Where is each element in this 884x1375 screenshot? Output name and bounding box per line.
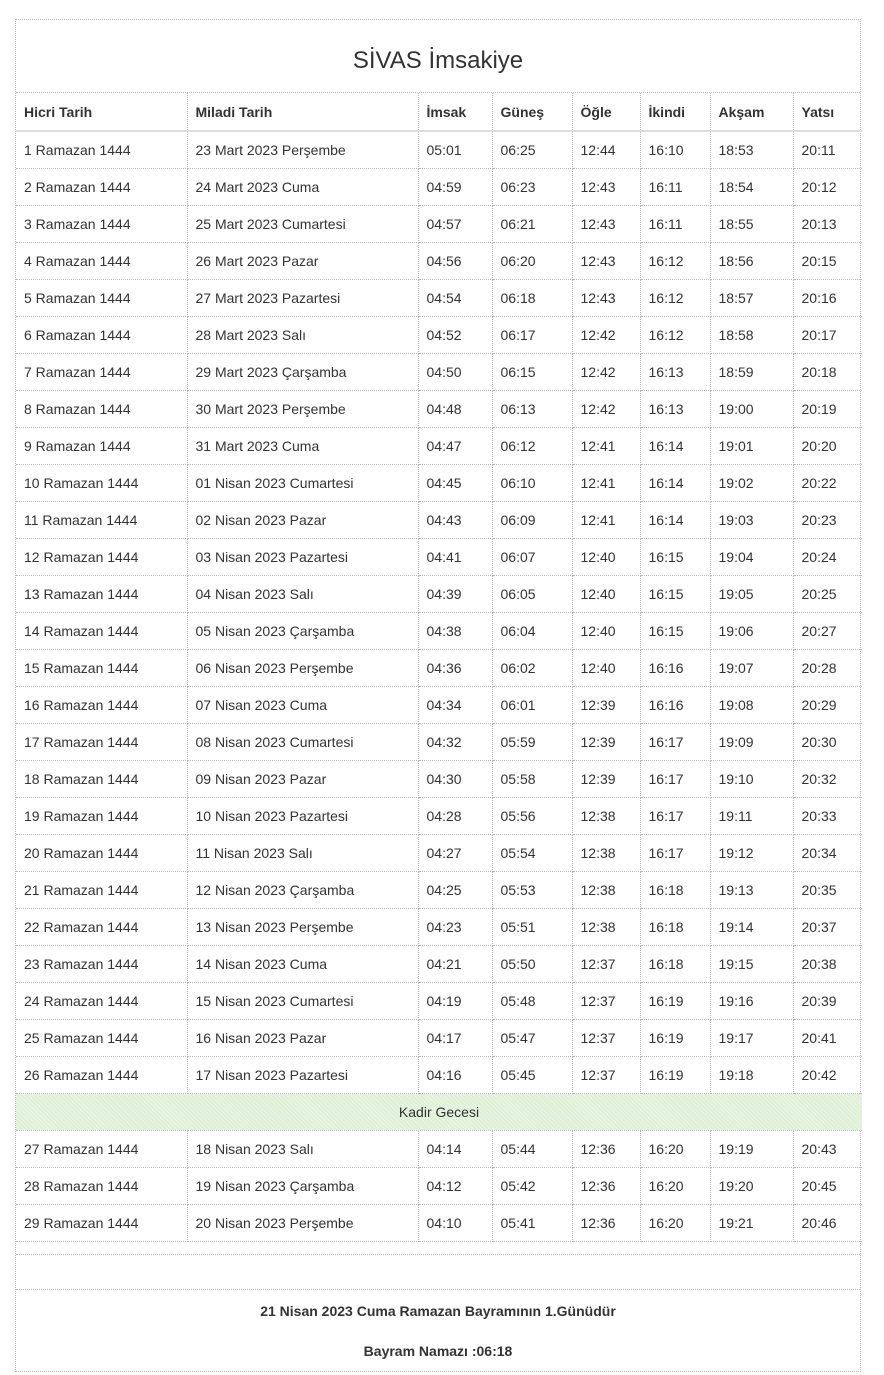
table-cell: 16:19 — [640, 983, 710, 1020]
table-cell: 03 Nisan 2023 Pazartesi — [187, 539, 418, 576]
table-cell: 16:20 — [640, 1131, 710, 1168]
table-cell: 16 Ramazan 1444 — [16, 687, 187, 724]
table-cell: 09 Nisan 2023 Pazar — [187, 761, 418, 798]
page-title: SİVAS İmsakiye — [16, 20, 860, 93]
table-cell: 2 Ramazan 1444 — [16, 169, 187, 206]
table-cell: 25 Ramazan 1444 — [16, 1020, 187, 1057]
table-cell: 08 Nisan 2023 Cumartesi — [187, 724, 418, 761]
table-row — [16, 983, 862, 1020]
column-header: Akşam — [710, 93, 793, 131]
table-cell: 28 Ramazan 1444 — [16, 1168, 187, 1205]
table-cell: 25 Mart 2023 Cumartesi — [187, 206, 418, 243]
table-cell: 20:19 — [793, 391, 862, 428]
table-cell: 04:27 — [418, 835, 492, 872]
table-cell: 20:15 — [793, 243, 862, 280]
table-cell: 20:35 — [793, 872, 862, 909]
table-cell: 04:50 — [418, 354, 492, 391]
table-cell: 16:17 — [640, 724, 710, 761]
table-cell: 12:38 — [572, 798, 640, 835]
table-cell: 16:17 — [640, 798, 710, 835]
table-row — [16, 391, 862, 428]
table-row — [16, 354, 862, 391]
table-cell: 29 Mart 2023 Çarşamba — [187, 354, 418, 391]
table-cell: 20:46 — [793, 1205, 862, 1242]
table-row — [16, 1131, 862, 1168]
table-cell: 20:34 — [793, 835, 862, 872]
table-cell: 18:56 — [710, 243, 793, 280]
kadir-gecesi-row — [16, 1094, 862, 1131]
table-row — [16, 428, 862, 465]
table-cell: 16:16 — [640, 687, 710, 724]
table-cell: 28 Mart 2023 Salı — [187, 317, 418, 354]
table-cell: 19:21 — [710, 1205, 793, 1242]
table-cell: 18 Ramazan 1444 — [16, 761, 187, 798]
table-cell: 20:29 — [793, 687, 862, 724]
table-cell: 04:54 — [418, 280, 492, 317]
table-cell: 16:19 — [640, 1020, 710, 1057]
table-cell: 01 Nisan 2023 Cumartesi — [187, 465, 418, 502]
table-cell: 16:13 — [640, 354, 710, 391]
table-cell: 20:41 — [793, 1020, 862, 1057]
column-header: Hicri Tarih — [16, 93, 187, 131]
table-cell: 04:45 — [418, 465, 492, 502]
table-cell: 19:16 — [710, 983, 793, 1020]
table-cell: 12:39 — [572, 687, 640, 724]
table-cell: 05:44 — [492, 1131, 572, 1168]
table-cell: 20:28 — [793, 650, 862, 687]
table-row — [16, 1020, 862, 1057]
table-row — [16, 502, 862, 539]
table-cell: 12:38 — [572, 909, 640, 946]
table-cell: 16:14 — [640, 502, 710, 539]
table-cell: 20 Ramazan 1444 — [16, 835, 187, 872]
table-cell: 12:38 — [572, 835, 640, 872]
table-cell: 16:14 — [640, 428, 710, 465]
table-cell: 04:57 — [418, 206, 492, 243]
table-cell: 16:12 — [640, 280, 710, 317]
table-cell: 12:42 — [572, 354, 640, 391]
table-cell: 19 Nisan 2023 Çarşamba — [187, 1168, 418, 1205]
table-cell: 12:43 — [572, 169, 640, 206]
table-cell: 19:01 — [710, 428, 793, 465]
table-cell: 05:48 — [492, 983, 572, 1020]
table-cell: 9 Ramazan 1444 — [16, 428, 187, 465]
bayram-namazi: Bayram Namazı :06:18 — [363, 1343, 513, 1359]
table-cell: 23 Ramazan 1444 — [16, 946, 187, 983]
table-cell: 18 Nisan 2023 Salı — [187, 1131, 418, 1168]
table-cell: 20:17 — [793, 317, 862, 354]
table-cell: 18:57 — [710, 280, 793, 317]
table-cell: 04:43 — [418, 502, 492, 539]
table-cell: 20:16 — [793, 280, 862, 317]
table-cell: 19:06 — [710, 613, 793, 650]
table-cell: 1 Ramazan 1444 — [16, 131, 187, 169]
table-cell: 12:42 — [572, 317, 640, 354]
table-cell: 19:02 — [710, 465, 793, 502]
table-cell: 04:14 — [418, 1131, 492, 1168]
table-cell: 06:07 — [492, 539, 572, 576]
table-cell: 18:54 — [710, 169, 793, 206]
table-cell: 16:19 — [640, 1057, 710, 1094]
table-cell: 12:40 — [572, 576, 640, 613]
table-cell: 14 Ramazan 1444 — [16, 613, 187, 650]
special-note: Kadir Gecesi — [16, 1094, 862, 1131]
table-cell: 20:11 — [793, 131, 862, 169]
table-cell: 20:22 — [793, 465, 862, 502]
table-cell: 12:39 — [572, 724, 640, 761]
table-cell: 11 Nisan 2023 Salı — [187, 835, 418, 872]
table-cell: 06:13 — [492, 391, 572, 428]
table-row — [16, 613, 862, 650]
table-cell: 16:18 — [640, 872, 710, 909]
table-cell: 05:42 — [492, 1168, 572, 1205]
table-cell: 04:19 — [418, 983, 492, 1020]
table-cell: 04 Nisan 2023 Salı — [187, 576, 418, 613]
table-cell: 4 Ramazan 1444 — [16, 243, 187, 280]
table-cell: 26 Mart 2023 Pazar — [187, 243, 418, 280]
table-cell: 06 Nisan 2023 Perşembe — [187, 650, 418, 687]
table-cell: 05:47 — [492, 1020, 572, 1057]
table-cell: 12 Nisan 2023 Çarşamba — [187, 872, 418, 909]
table-cell: 19:18 — [710, 1057, 793, 1094]
table-cell: 21 Ramazan 1444 — [16, 872, 187, 909]
table-cell: 06:18 — [492, 280, 572, 317]
table-cell: 19:00 — [710, 391, 793, 428]
table-cell: 12:42 — [572, 391, 640, 428]
table-cell: 20:45 — [793, 1168, 862, 1205]
table-cell: 23 Mart 2023 Perşembe — [187, 131, 418, 169]
table-cell: 19:10 — [710, 761, 793, 798]
table-cell: 19:20 — [710, 1168, 793, 1205]
table-cell: 20:20 — [793, 428, 862, 465]
table-row — [16, 835, 862, 872]
table-cell: 18:59 — [710, 354, 793, 391]
table-cell: 05:45 — [492, 1057, 572, 1094]
table-cell: 16:17 — [640, 761, 710, 798]
table-cell: 16:11 — [640, 169, 710, 206]
table-row — [16, 798, 862, 835]
table-cell: 10 Nisan 2023 Pazartesi — [187, 798, 418, 835]
table-cell: 05:56 — [492, 798, 572, 835]
bayram-note: 21 Nisan 2023 Cuma Ramazan Bayramının 1.Günüdür — [260, 1303, 616, 1319]
table-cell: 12:41 — [572, 465, 640, 502]
table-cell: 06:21 — [492, 206, 572, 243]
table-cell: 12:38 — [572, 872, 640, 909]
table-cell: 20:32 — [793, 761, 862, 798]
table-cell: 12:40 — [572, 613, 640, 650]
table-cell: 12:36 — [572, 1205, 640, 1242]
table-cell: 16:11 — [640, 206, 710, 243]
table-cell: 04:52 — [418, 317, 492, 354]
table-cell: 05:51 — [492, 909, 572, 946]
table-cell: 20:27 — [793, 613, 862, 650]
table-cell: 20:13 — [793, 206, 862, 243]
table-cell: 20:12 — [793, 169, 862, 206]
table-cell: 04:47 — [418, 428, 492, 465]
table-cell: 15 Ramazan 1444 — [16, 650, 187, 687]
table-cell: 05:53 — [492, 872, 572, 909]
table-cell: 10 Ramazan 1444 — [16, 465, 187, 502]
table-cell: 12:40 — [572, 539, 640, 576]
table-cell: 12:36 — [572, 1168, 640, 1205]
table-cell: 6 Ramazan 1444 — [16, 317, 187, 354]
table-row — [16, 465, 862, 502]
table-cell: 29 Ramazan 1444 — [16, 1205, 187, 1242]
table-row — [16, 724, 862, 761]
table-cell: 12:43 — [572, 243, 640, 280]
table-cell: 05 Nisan 2023 Çarşamba — [187, 613, 418, 650]
table-row — [16, 872, 862, 909]
table-cell: 05:58 — [492, 761, 572, 798]
table-cell: 04:32 — [418, 724, 492, 761]
table-cell: 04:56 — [418, 243, 492, 280]
table-cell: 20:23 — [793, 502, 862, 539]
column-header: Miladi Tarih — [187, 93, 418, 131]
table-body — [16, 131, 862, 1242]
table-cell: 06:25 — [492, 131, 572, 169]
column-header: Öğle — [572, 93, 640, 131]
table-cell: 16:12 — [640, 243, 710, 280]
table-cell: 13 Nisan 2023 Perşembe — [187, 909, 418, 946]
table-cell: 20:18 — [793, 354, 862, 391]
table-cell: 24 Mart 2023 Cuma — [187, 169, 418, 206]
table-cell: 06:04 — [492, 613, 572, 650]
column-header: İkindi — [640, 93, 710, 131]
table-cell: 12 Ramazan 1444 — [16, 539, 187, 576]
table-row — [16, 946, 862, 983]
table-cell: 16:12 — [640, 317, 710, 354]
table-cell: 07 Nisan 2023 Cuma — [187, 687, 418, 724]
table-row — [16, 1205, 862, 1242]
table-cell: 12:36 — [572, 1131, 640, 1168]
table-cell: 06:17 — [492, 317, 572, 354]
table-cell: 17 Nisan 2023 Pazartesi — [187, 1057, 418, 1094]
table-cell: 13 Ramazan 1444 — [16, 576, 187, 613]
table-cell: 06:05 — [492, 576, 572, 613]
table-cell: 12:37 — [572, 1020, 640, 1057]
footer — [16, 1290, 860, 1371]
table-cell: 06:10 — [492, 465, 572, 502]
table-cell: 16:18 — [640, 909, 710, 946]
table-cell: 04:38 — [418, 613, 492, 650]
table-cell: 20:30 — [793, 724, 862, 761]
table-row — [16, 131, 862, 169]
table-row — [16, 687, 862, 724]
table-cell: 04:21 — [418, 946, 492, 983]
table-cell: 06:01 — [492, 687, 572, 724]
table-cell: 12:44 — [572, 131, 640, 169]
table-cell: 19:19 — [710, 1131, 793, 1168]
table-cell: 16:20 — [640, 1205, 710, 1242]
table-row — [16, 909, 862, 946]
table-row — [16, 280, 862, 317]
imsakiye-table — [16, 93, 862, 1242]
table-cell: 16:16 — [640, 650, 710, 687]
table-row — [16, 761, 862, 798]
table-cell: 12:41 — [572, 502, 640, 539]
table-cell: 12:37 — [572, 983, 640, 1020]
table-cell: 04:23 — [418, 909, 492, 946]
table-cell: 24 Ramazan 1444 — [16, 983, 187, 1020]
table-cell: 19:13 — [710, 872, 793, 909]
table-cell: 20:24 — [793, 539, 862, 576]
table-cell: 19:08 — [710, 687, 793, 724]
table-cell: 31 Mart 2023 Cuma — [187, 428, 418, 465]
table-cell: 3 Ramazan 1444 — [16, 206, 187, 243]
table-cell: 12:37 — [572, 1057, 640, 1094]
table-cell: 19:17 — [710, 1020, 793, 1057]
table-cell: 22 Ramazan 1444 — [16, 909, 187, 946]
table-cell: 04:28 — [418, 798, 492, 835]
table-cell: 12:43 — [572, 280, 640, 317]
table-cell: 16:18 — [640, 946, 710, 983]
table-row — [16, 317, 862, 354]
table-row — [16, 1057, 862, 1094]
table-cell: 19 Ramazan 1444 — [16, 798, 187, 835]
table-cell: 19:12 — [710, 835, 793, 872]
table-cell: 05:50 — [492, 946, 572, 983]
table-cell: 04:41 — [418, 539, 492, 576]
table-cell: 04:16 — [418, 1057, 492, 1094]
table-cell: 12:40 — [572, 650, 640, 687]
table-cell: 05:59 — [492, 724, 572, 761]
table-cell: 18:58 — [710, 317, 793, 354]
table-cell: 04:34 — [418, 687, 492, 724]
table-cell: 16:13 — [640, 391, 710, 428]
table-cell: 19:05 — [710, 576, 793, 613]
table-cell: 16:15 — [640, 613, 710, 650]
table-cell: 06:12 — [492, 428, 572, 465]
table-cell: 20:42 — [793, 1057, 862, 1094]
table-cell: 04:10 — [418, 1205, 492, 1242]
table-cell: 16:20 — [640, 1168, 710, 1205]
table-cell: 06:15 — [492, 354, 572, 391]
table-cell: 20:38 — [793, 946, 862, 983]
table-cell: 19:04 — [710, 539, 793, 576]
table-cell: 06:09 — [492, 502, 572, 539]
table-cell: 11 Ramazan 1444 — [16, 502, 187, 539]
table-cell: 20:39 — [793, 983, 862, 1020]
table-cell: 16:14 — [640, 465, 710, 502]
table-cell: 04:17 — [418, 1020, 492, 1057]
column-header: İmsak — [418, 93, 492, 131]
table-cell: 18:55 — [710, 206, 793, 243]
table-cell: 02 Nisan 2023 Pazar — [187, 502, 418, 539]
table-cell: 14 Nisan 2023 Cuma — [187, 946, 418, 983]
table-row — [16, 576, 862, 613]
table-cell: 16:15 — [640, 539, 710, 576]
table-cell: 12:37 — [572, 946, 640, 983]
imsakiye-panel — [15, 19, 861, 1372]
table-cell: 04:30 — [418, 761, 492, 798]
table-cell: 06:23 — [492, 169, 572, 206]
table-cell: 06:02 — [492, 650, 572, 687]
table-cell: 19:11 — [710, 798, 793, 835]
table-row — [16, 206, 862, 243]
column-header: Yatsı — [793, 93, 862, 131]
table-cell: 16 Nisan 2023 Pazar — [187, 1020, 418, 1057]
table-cell: 04:48 — [418, 391, 492, 428]
table-cell: 7 Ramazan 1444 — [16, 354, 187, 391]
table-cell: 27 Mart 2023 Pazartesi — [187, 280, 418, 317]
table-row — [16, 169, 862, 206]
table-cell: 04:25 — [418, 872, 492, 909]
table-row — [16, 1168, 862, 1205]
table-cell: 19:14 — [710, 909, 793, 946]
table-cell: 12:41 — [572, 428, 640, 465]
table-cell: 06:20 — [492, 243, 572, 280]
table-cell: 26 Ramazan 1444 — [16, 1057, 187, 1094]
table-cell: 27 Ramazan 1444 — [16, 1131, 187, 1168]
table-row — [16, 650, 862, 687]
table-cell: 20:25 — [793, 576, 862, 613]
table-cell: 04:59 — [418, 169, 492, 206]
table-cell: 5 Ramazan 1444 — [16, 280, 187, 317]
table-cell: 04:36 — [418, 650, 492, 687]
table-header-row — [16, 93, 862, 131]
table-cell: 19:09 — [710, 724, 793, 761]
table-cell: 19:03 — [710, 502, 793, 539]
table-spacer-row — [16, 1254, 860, 1290]
table-row — [16, 243, 862, 280]
table-cell: 8 Ramazan 1444 — [16, 391, 187, 428]
table-cell: 30 Mart 2023 Perşembe — [187, 391, 418, 428]
table-cell: 20:43 — [793, 1131, 862, 1168]
table-cell: 19:07 — [710, 650, 793, 687]
table-cell: 15 Nisan 2023 Cumartesi — [187, 983, 418, 1020]
table-cell: 18:53 — [710, 131, 793, 169]
table-cell: 12:39 — [572, 761, 640, 798]
table-cell: 05:01 — [418, 131, 492, 169]
table-cell: 20:37 — [793, 909, 862, 946]
table-cell: 04:12 — [418, 1168, 492, 1205]
table-cell: 16:17 — [640, 835, 710, 872]
table-cell: 04:39 — [418, 576, 492, 613]
table-cell: 17 Ramazan 1444 — [16, 724, 187, 761]
table-cell: 20 Nisan 2023 Perşembe — [187, 1205, 418, 1242]
column-header: Güneş — [492, 93, 572, 131]
table-cell: 16:15 — [640, 576, 710, 613]
table-cell: 12:43 — [572, 206, 640, 243]
table-cell: 20:33 — [793, 798, 862, 835]
table-cell: 05:54 — [492, 835, 572, 872]
table-cell: 05:41 — [492, 1205, 572, 1242]
table-row — [16, 539, 862, 576]
table-cell: 19:15 — [710, 946, 793, 983]
table-cell: 16:10 — [640, 131, 710, 169]
